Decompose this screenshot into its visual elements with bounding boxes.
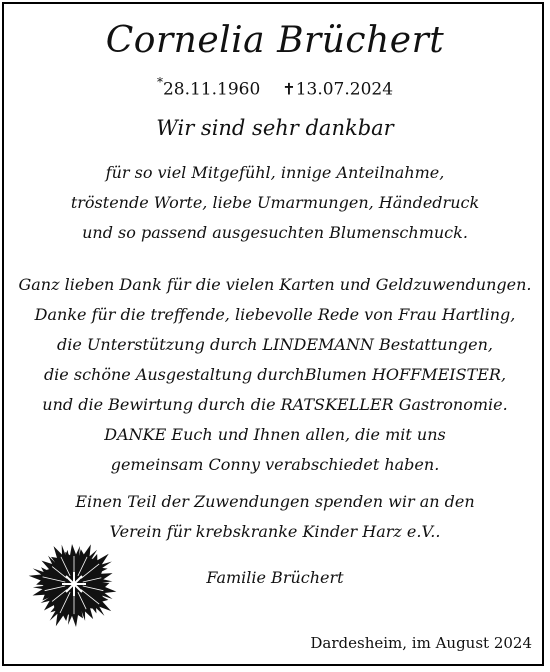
text-line: die schöne Ausgestaltung durchBlumen HOFFMEISTER, [43,365,507,384]
text-line: und die Bewirtung durch die RATSKELLER Gastronomie. [42,395,508,414]
text-line: gemeinsam Conny verabschiedet haben. [110,455,440,474]
text-line: Ganz lieben Dank für die vielen Karten und Geldzuwendungen. [18,275,532,294]
birth-date: 28.11.1960 [162,79,261,100]
text-line: DANKE Euch und Ihnen allen, die mit uns [104,425,446,444]
birth-symbol: * [156,75,163,89]
death-date: 13.07.2024 [295,79,394,100]
deceased-name: Cornelia Brüchert [105,20,445,61]
text-line: tröstende Worte, liebe Umarmungen, Händedruck [70,193,480,212]
cross-icon: ✝ [282,79,296,99]
text-line: die Unterstützung durch LINDEMANN Bestattungen, [57,335,493,354]
life-dates [0,77,550,100]
text-line: Danke für die treffende, liebevolle Rede von Frau Hartling, [34,305,516,324]
paragraph-acknowledgements [0,270,550,480]
signature: Familie Brüchert [206,568,344,587]
text-line: für so viel Mitgefühl, innige Anteilnahme, [105,163,445,182]
text-line: Verein für krebskranke Kinder Harz e.V.. [109,522,441,541]
thanks-heading: Wir sind sehr dankbar [156,116,394,140]
text-line: Einen Teil der Zuwendungen spenden wir an den [75,492,475,511]
place-date: Dardesheim, im August 2024 [310,634,532,652]
text-line: und so passend ausgesuchten Blumenschmuck. [82,223,468,242]
paragraph-sympathy [0,158,550,248]
